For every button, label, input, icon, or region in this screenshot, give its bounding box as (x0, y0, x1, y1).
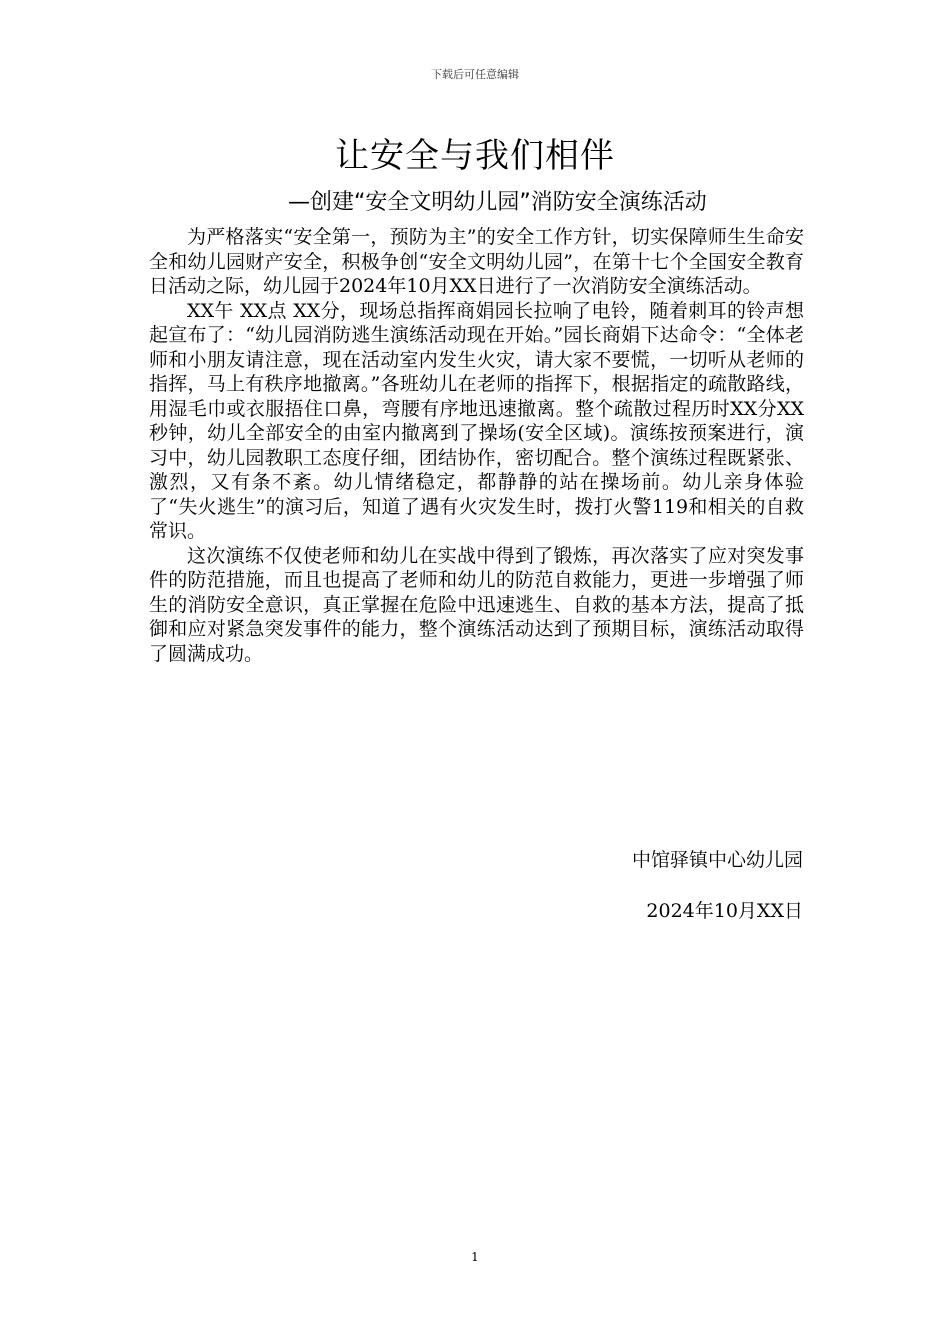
document-subtitle: —创建“安全文明幼儿园”消防安全演练活动 (288, 190, 707, 215)
document-body (149, 225, 804, 666)
header-note: 下载后可任意编辑 (431, 68, 519, 81)
signature-organization: 中馆驿镇中心幼儿园 (631, 849, 803, 871)
paragraph-drill-process: XX午 XX点 XX分，现场总指挥商娟园长拉响了电铃，随着刺耳的铃声想起宣布了：“幼儿园消防逃生演练活动现在开始。”园长商娟下达命令：“全体老师和小朋友请注意，现在活动室内发生火灾，请大家不要慌，一切听从老师的指挥，马上有秩序地撤离。”各班幼儿在老师的指挥下，根据指定的疏散路线，用湿毛巾或衣服捂住口鼻，弯腰有序地迅速撤离。整个疏散过程历时XX分XX秒钟，幼儿全部安全的由室内撤离到了操场(安全区域)。演练按预案进行，演习中，幼儿园教职工态度仔细，团结协作，密切配合。整个演练过程既紧张、激烈，又有条不紊。幼儿情绪稳定，都静静的站在操场前。幼儿亲身体验了“失火逃生”的演习后，知道了遇有火灾发生时，拨打火警119和相关的自救常识。 (149, 299, 804, 542)
page-number: 1 (471, 1250, 479, 1264)
document-title: 让安全与我们相伴 (335, 136, 615, 176)
signature-date: 2024年10月XX日 (646, 900, 803, 922)
paragraph-conclusion: 这次演练不仅使老师和幼儿在实战中得到了锻炼，再次落实了应对突发事件的防范措施，而且也提高了老师和幼儿的防范自救能力，更进一步增强了师生的消防安全意识，真正掌握在危险中迅速逃生、自救的基本方法，提高了抵御和应对紧急突发事件的能力，整个演练活动达到了预期目标，演练活动取得了圆满成功。 (149, 544, 804, 665)
paragraph-intro: 为严格落实“安全第一，预防为主”的安全工作方针，切实保障师生生命安全和幼儿园财产安全，积极争创“安全文明幼儿园”，在第十七个全国安全教育日活动之际，幼儿园于2024年10月XX日进行了一次消防安全演练活动。 (149, 226, 804, 297)
